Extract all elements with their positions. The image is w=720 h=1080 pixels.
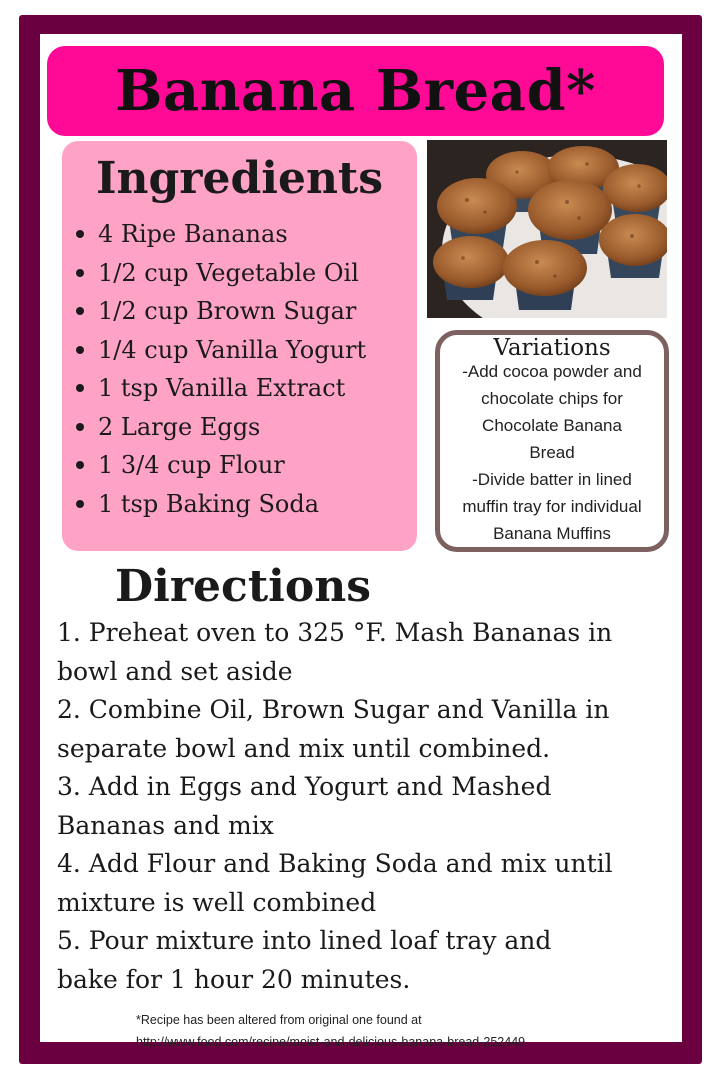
variation-line: Bread <box>529 443 575 462</box>
ingredient-item: 4 Ripe Bananas <box>76 218 366 257</box>
banana-muffins-photo <box>427 140 667 318</box>
muffins-illustration <box>427 140 667 318</box>
directions-heading: Directions <box>115 561 371 612</box>
bullet-icon <box>76 346 84 354</box>
variation-line: Chocolate Banana <box>482 416 622 435</box>
bullet-icon <box>76 423 84 431</box>
title-banner <box>47 46 664 136</box>
bullet-icon <box>76 269 84 277</box>
ingredient-item: 1/2 cup Vegetable Oil <box>76 257 366 296</box>
variation-line: -Divide batter in lined <box>472 470 632 489</box>
bullet-icon <box>76 384 84 392</box>
recipe-title: Banana Bread* <box>115 58 596 124</box>
direction-line: 2. Combine Oil, Brown Sugar and Vanilla in <box>57 695 610 724</box>
variations-text <box>444 358 660 547</box>
ingredient-item: 1 tsp Vanilla Extract <box>76 372 366 411</box>
ingredient-item: 2 Large Eggs <box>76 411 366 450</box>
direction-line: 1. Preheat oven to 325 °F. Mash Bananas in <box>57 618 613 647</box>
footnote <box>136 1009 676 1053</box>
bullet-icon <box>76 461 84 469</box>
ingredients-heading: Ingredients <box>95 153 384 204</box>
ingredient-item: 1/4 cup Vanilla Yogurt <box>76 334 366 373</box>
variation-line: muffin tray for individual <box>462 497 642 516</box>
bullet-icon <box>76 230 84 238</box>
ingredients-list <box>76 218 366 526</box>
ingredients-panel <box>62 141 417 551</box>
direction-line: Bananas and mix <box>57 810 274 840</box>
variation-line: Banana Muffins <box>493 524 611 543</box>
footnote-text: *Recipe has been altered from original one found at <box>136 1013 422 1027</box>
direction-line: 3. Add in Eggs and Yogurt and Mashed <box>57 772 552 801</box>
ingredient-item: 1/2 cup Brown Sugar <box>76 295 366 334</box>
direction-line: 4. Add Flour and Baking Soda and mix until <box>57 849 613 878</box>
bullet-icon <box>76 307 84 315</box>
bullet-icon <box>76 500 84 508</box>
variation-line: chocolate chips for <box>481 389 623 408</box>
directions-list <box>57 614 682 999</box>
variations-panel <box>435 330 669 552</box>
variation-line: -Add cocoa powder and <box>462 362 642 381</box>
direction-line: bowl and set aside <box>57 656 293 686</box>
footnote-source-link[interactable]: http://www.food.com/recipe/moist-and-delicious-banana-bread-252449 <box>136 1035 526 1049</box>
direction-line: mixture is well combined <box>57 887 377 917</box>
ingredient-item: 1 3/4 cup Flour <box>76 449 366 488</box>
direction-line: 5. Pour mixture into lined loaf tray and <box>57 926 552 955</box>
direction-line: bake for 1 hour 20 minutes. <box>57 964 411 994</box>
ingredient-item: 1 tsp Baking Soda <box>76 488 366 527</box>
variations-heading: Variations <box>493 335 611 361</box>
direction-line: separate bowl and mix until combined. <box>57 733 551 763</box>
